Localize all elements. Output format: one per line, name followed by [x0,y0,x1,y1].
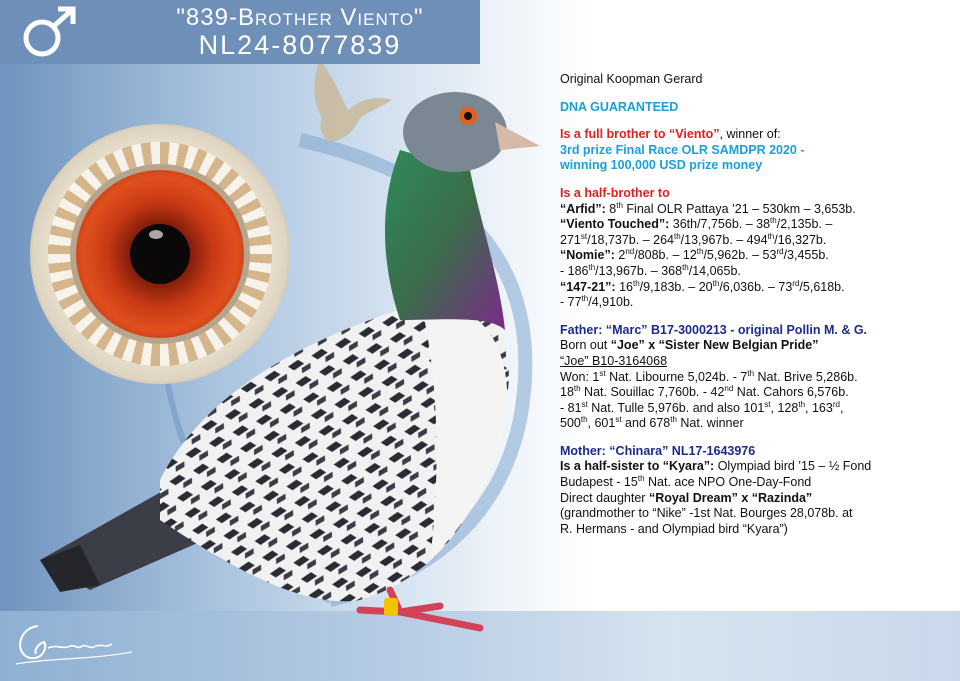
kyara-line-2: Budapest - 15th Nat. ace NPO One-Day-Fond [560,473,812,490]
prize-line-2: winning 100,000 USD prize money [560,158,763,173]
pigeon-eye-photo [30,124,290,384]
pigeon-name: "839-Brother Viento" [176,4,424,31]
grandmother-line-1: (grandmother to “Nike” -1st Nat. Bourges 28,078b. at [560,506,853,521]
viento-touched-line-2: 271st/18,737b. – 264th/13,967b. – 494th/16,327b. [560,231,827,247]
won-line-4: 500th, 601st and 678th Nat. winner [560,415,744,431]
nomie-line-2: - 186th/13,967b. – 368th/14,065b. [560,262,741,278]
won-line-2: 18th Nat. Souillac 7,760b. - 42nd Nat. Cahors 6,576b. [560,383,849,400]
viento-touched-line-1: “Viento Touched”: 36th/7,756b. – 38th/2,135b. – [560,216,833,232]
arfid-line: “Arfid”: 8th Final OLR Pattaya ’21 – 530km – 3,653b. [560,200,856,216]
p147-line-2: - 77th/4,910b. [560,293,634,310]
header-banner [0,0,480,64]
male-symbol-icon [18,4,80,62]
eye-glint [149,230,163,239]
nomie-line-1: “Nomie”: 2nd/808b. – 12th/5,962b. – 53rd/3,455b. [560,247,829,263]
joe-ring-line: “Joe” B10-3164068 [560,353,668,368]
won-line-1: Won: 1st Nat. Libourne 5,024b. - 7th Nat. Brive 5,286b. [560,368,858,384]
direct-daughter-line: Direct daughter “Royal Dream” x “Razinda” [560,490,813,505]
father-heading: Father: “Marc” B17-3000213 - original Pollin M. & G. [560,322,868,337]
kyara-line-1: Is a half-sister to “Kyara”: Olympiad bird ’15 – ½ Fond [560,459,872,474]
origin-line: Original Koopman Gerard [560,72,703,86]
signature-logo [8,614,138,670]
half-brother-heading: Is a half-brother to [560,185,670,200]
pedigree-text [560,72,950,537]
prize-line-1: 3rd prize Final Race OLR SAMDPR 2020 - [560,142,805,157]
ring-number: NL24-8077839 [198,30,402,60]
dna-line: DNA GUARANTEED [560,99,679,114]
won-line-3: - 81st Nat. Tulle 5,976b. and also 101st, 128th, 163rd, [560,399,844,415]
mother-heading: Mother: “Chinara” NL17-1643976 [560,443,756,458]
full-brother-line: Is a full brother to “Viento”, winner of: [560,127,781,142]
father-born-line: Born out “Joe” x “Sister New Belgian Pride” [560,338,819,353]
p147-line-1: “147-21”: 16th/9,183b. – 20th/6,036b. – 73rd/5,618b. [560,278,845,294]
grandmother-line-2: R. Hermans - and Olympiad bird “Kyara”) [560,521,788,536]
